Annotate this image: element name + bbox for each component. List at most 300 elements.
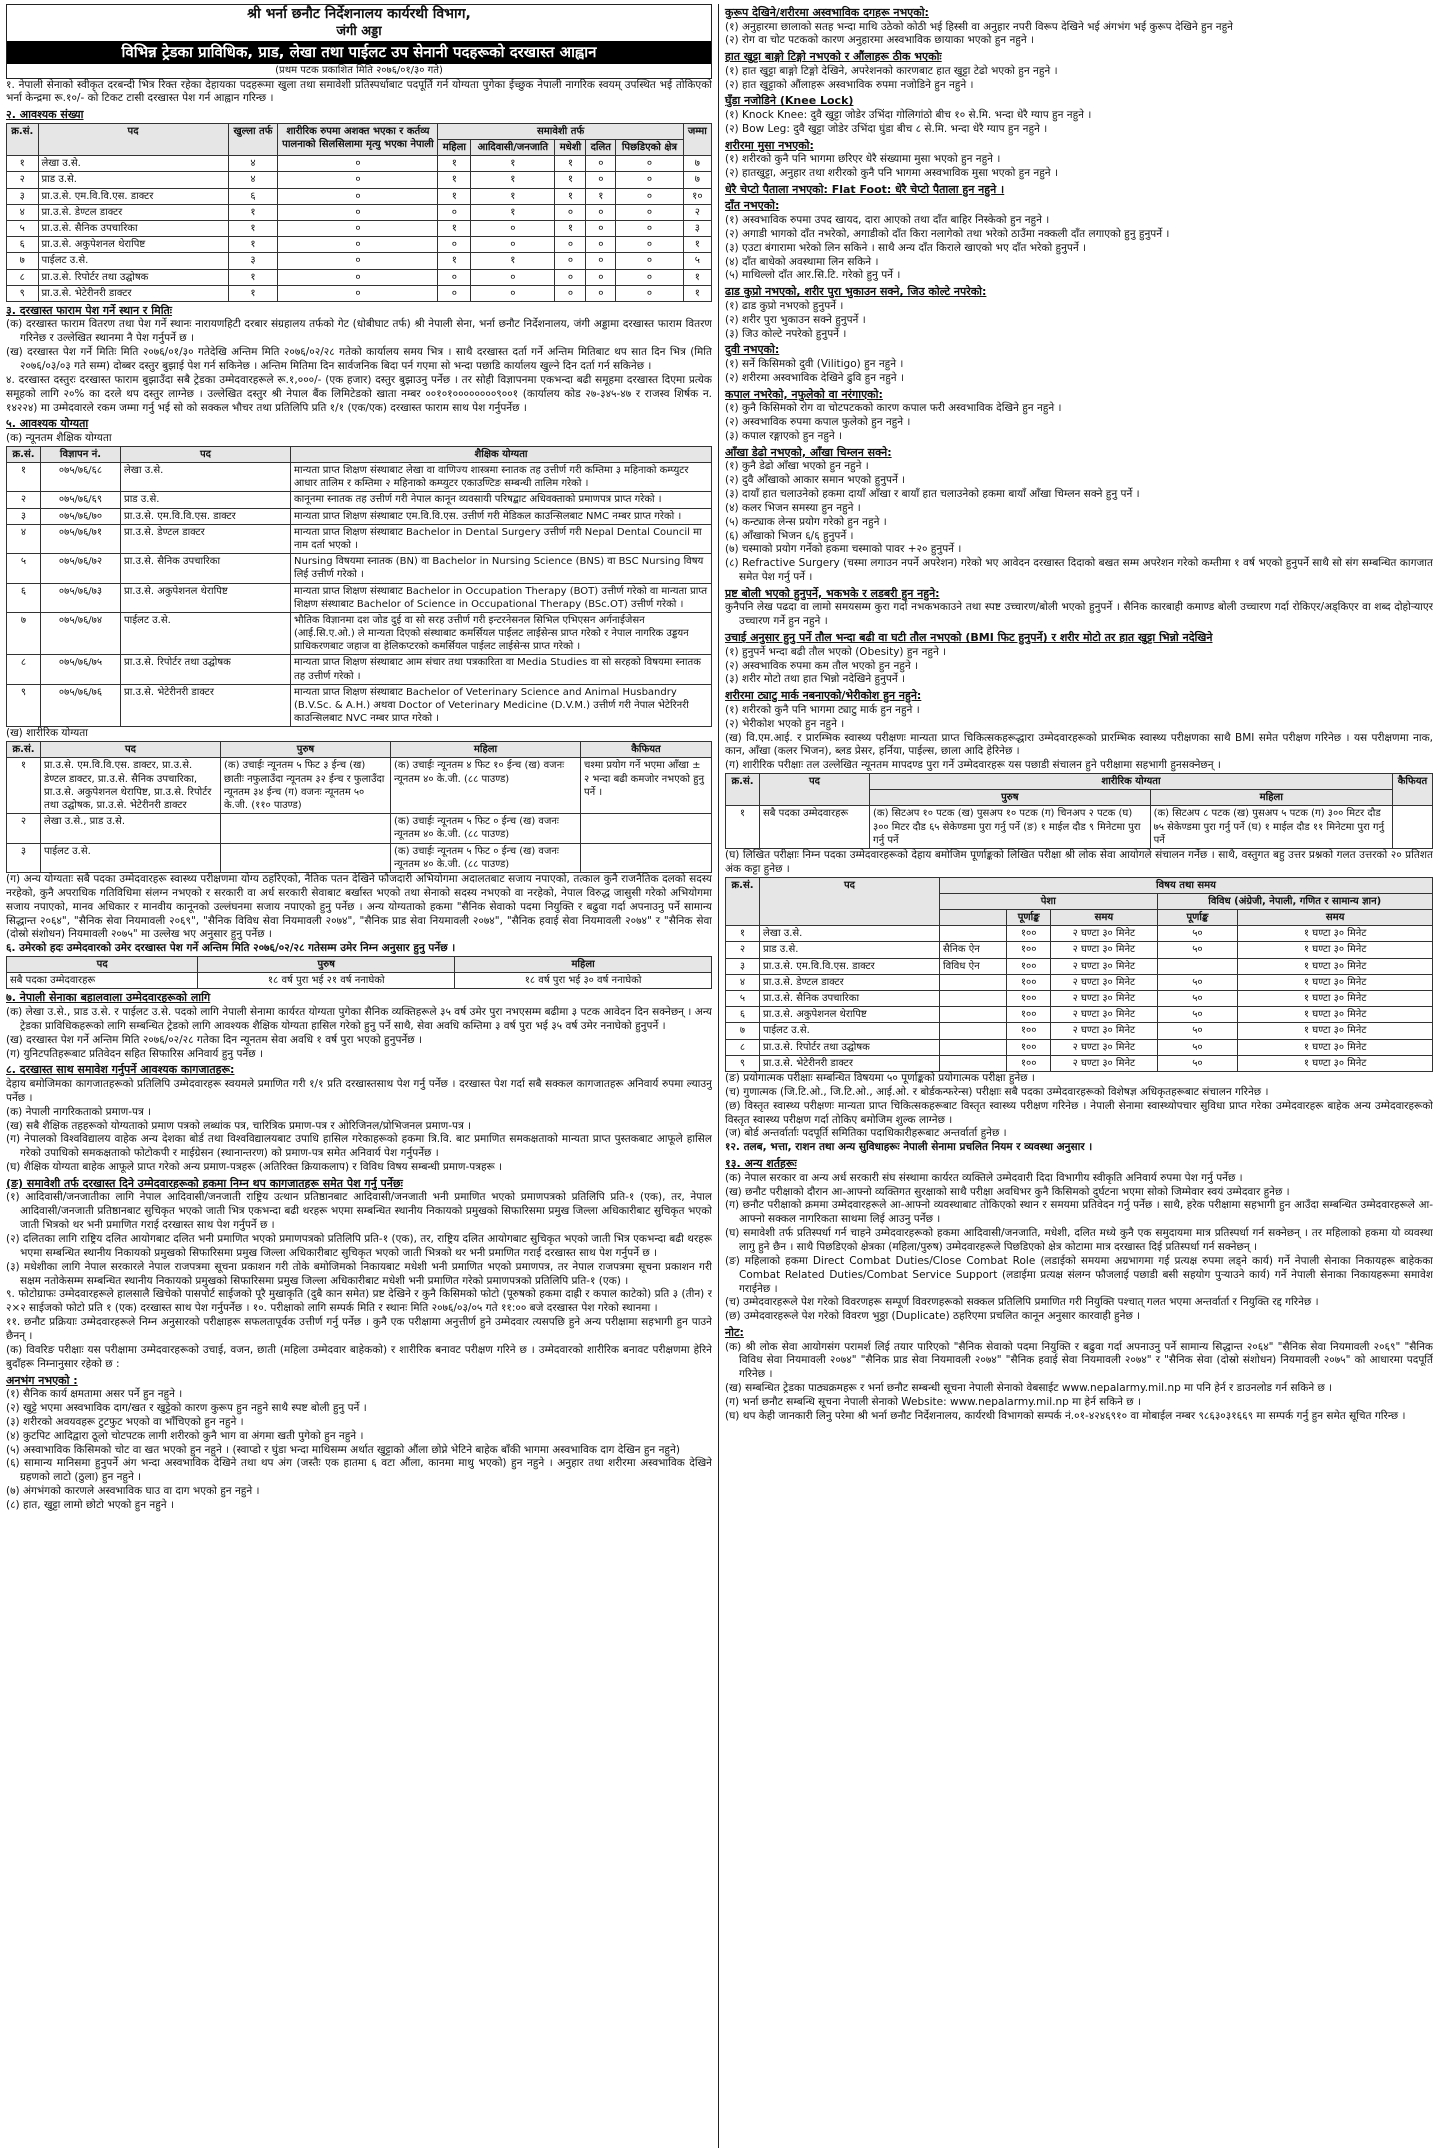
table-row <box>726 1039 1433 1055</box>
list-item: (ख) सम्बन्धित ट्रेडका पाठ्यक्रमहरू र भर्ना छनौट सम्बन्धी सूचना नेपाली सेनाको वेबसाईट www.nepalarmy.mil.np मा पनि हेर्न र डाउनलोड गर्न सकिने छ । <box>725 1382 1333 1395</box>
table-row <box>7 583 712 612</box>
notice-header <box>6 4 712 79</box>
criteria-item: (५) कन्ट्याक लेन्स प्रयोग गरेको हुन नहुने । <box>725 515 887 528</box>
table-row <box>7 684 712 727</box>
bmi-paragraph: (ख) वि.एम.आई. र प्रारम्भिक स्वास्थ्य परीक्षणः मान्यता प्राप्त चिकित्सकहरूद्धारा उम्मेदवारहरूको प्रारम्भिक स्वास्थ्य परीक्षणका साथै BMI समेत परीक्षण गरिनेछ । यस परीक्षणमा नाक, कान, आँखा (कलर भिजन), ब्लड प्रेसर, हर्निया, पाईल्स, छाला आदि हेरिनेछ । <box>725 731 1433 758</box>
table-cell: ५० <box>1157 1039 1238 1055</box>
table-cell: लेखा उ.से. <box>38 156 228 172</box>
s11a-subheading: अनभंग नभएको : <box>6 1373 78 1387</box>
table-cell: ६ <box>726 1007 760 1023</box>
table-cell: लेखा उ.से. <box>121 463 291 492</box>
s5-heading: ५. आवश्यक योग्यता <box>6 417 89 431</box>
table-row <box>7 612 712 655</box>
table-row <box>7 655 712 684</box>
salary-section: १२. तलब, भत्ता, राशन तथा अन्य सुविधाहरूः नेपाली सेनामा प्रचलित नियम र व्यवस्था अनुसार । <box>725 1141 1093 1154</box>
table-cell <box>581 843 712 872</box>
physical-test-table <box>725 773 1433 849</box>
criteria-item: (३) कपाल रङ्गाएको हुन नहुने । <box>725 429 843 442</box>
table-cell: प्रा.उ.से. डेण्टल डाक्टर <box>121 524 291 553</box>
criteria-heading: दुवी नभएको: <box>725 343 780 357</box>
table-cell: (क) उचाईः न्यूनतम ५ फिट ० ईन्च (ख) वजनः न्यूनतम ४० के.जी. (८८ पाउण्ड) <box>391 843 581 872</box>
table-row <box>7 237 712 253</box>
table-cell: २ घण्टा ३० मिनेट <box>1051 1023 1157 1039</box>
table-cell: ५० <box>1157 991 1238 1007</box>
table-cell: प्रा.उ.से. अकुपेशनल थेरापिष्ट <box>38 237 228 253</box>
table-cell: १ घण्टा ३० मिनेट <box>1238 1055 1433 1071</box>
table-cell: ० <box>471 237 555 253</box>
physical-test-paragraph: (ग) शारीरिक परीक्षाः तल उल्लेखित न्यूनतम मापदण्ड पुरा गर्ने उम्मेदवारहरू यस पछाडी संचालन हुने परीक्षामा सहभागी हुनसक्नेछन् । <box>725 759 1221 772</box>
table-cell: मान्यता प्राप्त शिक्षण संस्थाबाट आम संचार तथा पत्रकारिता वा Media Studies वा सो सरहको विषयमा स्नातक तह उत्तीर्ण गरेको । <box>291 655 712 684</box>
criteria-item: (२) भेरीकोश भएको हुन नहुने । <box>725 717 845 730</box>
table-cell: १ <box>586 188 616 204</box>
table-cell: १ <box>726 926 760 942</box>
table-cell: ० <box>616 285 684 301</box>
list-item: (ङ) महिलाको हकमा Direct Combat Duties/Close Combat Role (लडाईको समयमा अग्रभागमा गई प्रत्यक्ष रुपमा लड्ने कार्य) गर्ने नेपाली सेनाका निकायहरू बाहेकका Combat Related Duties/Combat Service Support (लडाईमा प्रत्यक्ष संलग्न फौजलाई पछाडी बसी सहयोग पुर्‍याउने कार्य) गर्ने नेपाली सेनाका निकायहरूमा समावेश गराईनेछ । <box>725 1254 1433 1295</box>
s8-heading: ८. दरखास्त साथ समावेश गर्नुपर्ने आवश्यक कागजातहरू: <box>6 1063 235 1077</box>
table-cell: ३ <box>7 508 41 524</box>
table-cell: १ <box>683 269 711 285</box>
table-cell: Nursing विषयमा स्नातक (BN) वा Bachelor in Nursing Science (BNS) वा BSC Nursing विषय लिई उत्तीर्ण गरेको । <box>291 554 712 583</box>
col-header: पद <box>760 774 870 806</box>
list-item: (२) खुट्टे भएमा अस्वभाविक दाग/खत र खुट्टेको कारण कुरूप हुन नहुने साथै स्पष्ट बोली हुनु पर्ने । <box>6 1402 367 1414</box>
table-cell: १ <box>683 237 711 253</box>
table-cell: प्रा.उ.से. एम.वि.वि.एस. डाक्टर <box>38 188 228 204</box>
criteria-heading: ढाड कुप्रो नभएको, शरीर पुरा भुकाउन सक्ने, जिउ कोल्टे नपरेको: <box>725 285 987 299</box>
table-cell: १ <box>555 156 586 172</box>
s8-intro: देहाय बमोजिमका कागजातहरूको प्रतिलिपि उम्मेदवारहरू स्वयमले प्रमाणित गरी १/१ प्रति दरखास्तसाथ पेश गर्नु पर्नेछ । दरखास्त पेश गर्दा सबै सक्कल कागजातहरू अनिवार्य रुपमा ल्याउनु पर्नेछ । <box>6 1077 712 1104</box>
age-heading: ६. उमेरको हदः उम्मेदवारको उमेर दरखास्त पेश गर्ने अन्तिम मिति २०७६/०२/२८ गतेसम्म उमेर निम्न अनुसार हुनु पर्नेछ । <box>6 942 456 955</box>
table-cell: ९ <box>726 1055 760 1071</box>
list-item: (१) आदिवासी/जनजातीका लागि नेपाल आदिवासी/जनजाती राष्ट्रिय उत्थान प्रतिष्ठानबाट आदिवासी/जनजाती भनी प्रमाणित भएको प्रमाणपत्रको प्रतिलिपि प्रति-१ (एक), तर, नेपाल आदिवासी/जनजाती प्रतिष्ठानबाट सुचिकृत भएको जाती भित्र एकभन्दा बढी थरहरू भएमा सम्बन्धित स्थानीय निकायको प्रमुखको सिफारिसमा प्रमुख जिल्ला अधिकारीबाट सुचिकृत भएको जाती भित्रको थर भनी प्रमाणित गराई दरखास्त साथ पेश गर्नुपर्ने छ । <box>6 1191 712 1232</box>
table-cell: ० <box>616 172 684 188</box>
criteria-item: (२) Bow Leg: दुवै खुट्टा जोडेर उभिंदा घुंडा बीच ८ से.मि. भन्दा धेरै ग्याप हुन नहुने । <box>725 122 1048 135</box>
col-header: खुल्ला तर्फ <box>228 123 278 155</box>
table-cell: प्रा.उ.से. सैनिक उपचारिका <box>121 554 291 583</box>
table-cell <box>221 843 391 872</box>
table-cell: ६ <box>7 583 41 612</box>
table-cell: २ घण्टा ३० मिनेट <box>1051 926 1157 942</box>
list-item: (घ) शैक्षिक योग्यता बाहेक आफूले प्राप्त गरेको अन्य प्रमाण-पत्रहरू (अतिरिक्त क्रियाकलाप) र विविध विषय सम्बन्धी प्रमाण-पत्रहरू । <box>6 1161 503 1174</box>
table-cell: २ <box>683 204 711 220</box>
table-cell: १ घण्टा ३० मिनेट <box>1238 958 1433 974</box>
table-cell: १०० <box>1007 1055 1051 1071</box>
qualification-table-body <box>7 463 712 727</box>
table-cell: ५० <box>1157 1055 1238 1071</box>
table-row <box>726 1007 1433 1023</box>
criteria-item: (१) हुनुपर्ने भन्दा बढी तौल भएको (Obesity) हुन नहुने । <box>725 645 947 658</box>
table-cell <box>940 926 1007 942</box>
table-cell: ० <box>438 204 471 220</box>
table-cell: १ <box>438 253 471 269</box>
criteria-item: (२) अस्वभाविक रुपमा कम तौल भएको हुन नहुने । <box>725 659 919 672</box>
table-cell: २ <box>726 942 760 958</box>
table-cell: भौतिक विज्ञानमा दश जोड दुई वा सो सरह उत्तीर्ण गरी इन्टरनेसनल सिभिल एभिएसन अर्गनाईजेसन (आई.सि.ए.ओ.) ले मान्यता दिएको संस्थाबाट कमर्सियल पाईलट लाईसेन्स प्राप्त गरेको र नेपाल नागरिक उड्डयन प्राधिकरणबाट जहाज वा हेलिकप्टरको कमर्सियल पाईलट लाईसेन्स प्राप्त गरेको । <box>291 612 712 655</box>
col-header: आदिवासी/जनजाति <box>471 140 555 156</box>
table-cell: पाईलट उ.से. <box>41 843 221 872</box>
table-cell: १ <box>228 204 278 220</box>
col-header: क्र.सं. <box>726 774 760 806</box>
table-row <box>7 285 712 301</box>
table-row <box>7 220 712 236</box>
table-row <box>726 926 1433 942</box>
table-cell: १०० <box>1007 1007 1051 1023</box>
table-cell <box>221 814 391 843</box>
s8-sub-list <box>6 1191 712 1288</box>
s8-list <box>6 1106 712 1175</box>
table-cell: ३ <box>726 958 760 974</box>
table-row <box>726 1055 1433 1071</box>
table-cell: ३ <box>7 188 39 204</box>
table-cell: ४ <box>228 156 278 172</box>
table-cell: ५ <box>726 991 760 1007</box>
criteria-item: (६) आँखाको भिजन ६/६ हुनुपर्ने । <box>725 529 854 542</box>
table-cell: प्रा.उ.से. रिपोर्टर तथा उद्घोषक <box>121 655 291 684</box>
header-line-2: जंगी अड्डा <box>336 24 382 40</box>
table-cell: ० <box>555 237 586 253</box>
table-cell: ५० <box>1157 942 1238 958</box>
list-item: (घ) समावेशी तर्फ प्रतिस्पर्धा गर्न चाहने उम्मेदवारहरूको हकमा आदिवासी/जनजाति, मधेशी, दलित मध्ये कुनै एक समुदायमा मात्र प्रतिस्पर्धा गर्न सक्नेछन् । तर महिलाको हकमा यो व्यवस्था लागु हुने छैन । साथै पिछडिएको क्षेत्रका (महिला/पुरुष) उम्मेदवारहरूले पिछडिएको क्षेत्र कोटामा मात्र दरखास्त दिई प्रतिस्पर्धा गर्न सक्नेछन् । <box>725 1227 1433 1253</box>
table-cell: ० <box>471 285 555 301</box>
table-row <box>7 973 712 989</box>
criteria-item: (१) शरीरको कुनै पनि भागमा ट्याटु मार्क हुन नहुने । <box>725 703 920 716</box>
detailed-health-exam: (छ) विस्तृत स्वास्थ्य परीक्षणः मान्यता प्राप्त चिकित्सकहरूबाट विस्तृत स्वास्थ्य परीक्षण गरिनेछ । नेपाली सेनामा स्वास्थ्योपचार सुविधा प्राप्त गरेका उम्मेदवारहरू बाहेक अन्य उम्मेदवारहरूको विस्तृत स्वास्थ्य परीक्षण गर्दा तोकिए बमोजिम शुल्क लाग्नेछ । <box>725 1099 1433 1126</box>
table-cell: १ <box>7 463 41 492</box>
criteria-heading: दाँत नभएको: <box>725 199 780 213</box>
criteria-heading: उचाई अनुसार हुनु पर्ने तौल भन्दा बढी वा घटी तौल नभएको (BMI फिट हुनुपर्ने) र शरीर मोटो तर हात खुट्टा भिन्नो नदेखिने <box>725 631 1213 645</box>
col-header: शारीरिक योग्यता <box>870 774 1393 790</box>
group-header: समावेशी तर्फ <box>438 123 683 139</box>
table-cell: ० <box>278 269 438 285</box>
col-header: क्र.सं. <box>7 742 41 758</box>
table-cell: १ <box>7 156 39 172</box>
table-cell: ६ <box>228 188 278 204</box>
table-cell: १ <box>471 156 555 172</box>
table-row <box>7 172 712 188</box>
table-cell: ० <box>586 237 616 253</box>
criteria-heading: घुँडा नजोडिने (Knee Lock) <box>725 94 854 108</box>
list-item: (२) दलितका लागि राष्ट्रिय दलित आयोगबाट दलित भनी प्रमाणित भएको प्रमाणपत्रको प्रतिलिपि प्रति-१ (एक), तर, राष्ट्रिय दलित आयोगबाट सुचिकृत भएको जाती भित्र एकभन्दा बढी थरहरू भएमा सम्बन्धित स्थानीय निकायको प्रमुखको सिफारिसमा प्रमुख जिल्ला अधिकारीबाट सुचिकृत भएको जाती भित्रको थर भनी प्रमाणित गराई दरखास्त साथ पेश गर्नुपर्ने छ । <box>6 1233 712 1259</box>
criteria-item: (८) Refractive Surgery (चस्मा लगाउन नपर्ने अपरेशन) गरेको भए आवेदन दरखास्त दिदाको बखत सम्म अपरेशन गरेको कम्तीमा १ वर्ष भएको हुनुपर्ने साथै सो संग सम्बन्धित कागजात समेत पेश गर्नु पर्ने । <box>725 557 1433 584</box>
criteria-item: (७) चस्माको प्रयोग गर्नेको हकमा चस्माको पावर +२० हुनुपर्ने । <box>725 543 962 556</box>
table-cell: २ <box>7 814 41 843</box>
table-cell: प्रा.उ.से. एम.वि.वि.एस. डाक्टर, प्रा.उ.से. डेण्टल डाक्टर, प्रा.उ.से. सैनिक उपचारिका, प्रा.उ.से. अकुपेशनल थेरापिष्ट, प्रा.उ.से. रिपोर्टर तथा उद्घोषक, प्रा.उ.से. भेटेरीनरी डाक्टर <box>41 758 221 814</box>
criteria-heading: शरीरमा ट्याटु मार्क नबनाएको/भेरीकोश हुन नहुने: <box>725 689 922 703</box>
table-cell: ०७५/७६/७२ <box>41 554 121 583</box>
table-cell: ८ <box>7 655 41 684</box>
table-cell: पाईलट उ.से. <box>38 253 228 269</box>
table-cell <box>940 1007 1007 1023</box>
table-cell: ० <box>278 172 438 188</box>
table-cell <box>1393 806 1433 849</box>
list-item: (८) हात, खुट्टा लामो छोटो भएको हुन नहुने । <box>6 1499 174 1512</box>
table-cell: ० <box>616 253 684 269</box>
list-item: (च) उम्मेदवारहरूले पेश गरेको विवरणहरू सम्पूर्ण विवरणहरूको सक्कल प्रतिलिपि प्रमाणित गरी नियुक्ति पश्चात् गलत भएमा अन्तर्वार्ता र नियुक्ति रद्द गरिनेछ । <box>725 1296 1319 1309</box>
seats-table <box>6 123 712 302</box>
physical-subheading: (ख) शारीरिक योग्यता <box>6 727 88 740</box>
table-cell: प्रा.उ.से. अकुपेशनल थेरापिष्ट <box>760 1007 940 1023</box>
header-line-1: श्री भर्ना छनौट निर्देशनालय कार्यरथी विभाग, <box>247 6 471 22</box>
col-header: पद <box>41 742 221 758</box>
col-header: समय <box>1051 910 1157 926</box>
table-cell: १ <box>228 285 278 301</box>
criteria-item: (२) अस्वभाविक रुपमा कपाल फुलेको हुन नहुने । <box>725 415 911 428</box>
criteria-item: (१) हात खुट्टा बाङ्गो टिङ्गो देखिने, अपरेशनको कारणबाट हात खुट्टा टेढो भएको हुन नहुने । <box>725 64 1058 77</box>
table-cell: १०० <box>1007 1039 1051 1055</box>
table-cell: ० <box>555 204 586 220</box>
table-cell: १ घण्टा ३० मिनेट <box>1238 942 1433 958</box>
table-cell: ० <box>278 204 438 220</box>
table-cell <box>940 1023 1007 1039</box>
table-cell: १०० <box>1007 958 1051 974</box>
table-cell: ३ <box>683 220 711 236</box>
table-row <box>7 156 712 172</box>
table-cell: (क) उचाईः न्यूनतम ५ फिट ३ ईन्च (ख) छातीः नफुलाउँदा न्यूनतम ३२ ईन्च र फुलाउँदा न्यूनतम ३४ ईन्च (ग) वजनः न्यूनतम ५० के.जी. (११० पाउण्ड) <box>221 758 391 814</box>
s4-paragraph: ४. दरखास्त दस्तुरः दरखास्त फाराम बुझाउँदा सबै ट्रेडका उम्मेदवारहरूले रू.१,०००/- (एक हजार) दस्तुर बुझाउनु पर्नेछ । तर सोही विज्ञापनमा एकभन्दा बढी समूहमा दरखास्त दिएमा प्रत्येक समूहको लागि २०% का दरले थप दस्तुर लाग्नेछ । उल्लेखित दस्तुर श्री नेपाल बैंक लिमिटेडको खाता नम्बर ००१०१००००००००९००१ (कार्यालय कोड २७-३४५-४७ र राजस्व शिर्षक न. १४२२४) मा उम्मेदवारले रकम जम्मा गर्नु भई सो को सक्कल भौचर तथा प्रतिलिपि प्रति १/१ (एक/एक) दरखास्त फाराम साथ पेश गर्नुपर्नेछ । <box>6 373 712 414</box>
table-cell: १०० <box>1007 1023 1051 1039</box>
table-row <box>726 974 1433 990</box>
col-header: क्र.सं. <box>7 446 41 462</box>
table-cell: ८ <box>7 269 39 285</box>
col-header: पूर्णाङ्क <box>1157 910 1238 926</box>
table-cell: मान्यता प्राप्त शिक्षण संस्थाबाट लेखा वा वाणिज्य शास्त्रमा स्नातक तह उत्तीर्ण गरी कम्तिमा ३ महिनाको कम्प्युटर आधार तालिम र कम्तिमा २ महिनाको कम्प्युटर एकाउण्टिङ सम्बन्धी तालिम गरेको । <box>291 463 712 492</box>
table-row <box>7 508 712 524</box>
table-cell: प्रा.उ.से. डेण्टल डाक्टर <box>38 204 228 220</box>
table-cell: ० <box>471 220 555 236</box>
list-item: (ख) छनौट परीक्षाको दौरान आ-आफ्नो व्यक्तिगत सुरक्षाको साथै परीक्षा अवधिभर कुनै किसिमको दुर्घटना भएमा सोको जिम्मेवार स्वयं उम्मेदवार हुनेछ । <box>725 1185 1290 1198</box>
table-cell: लेखा उ.से. <box>760 926 940 942</box>
table-cell: १ घण्टा ३० मिनेट <box>1238 1023 1433 1039</box>
table-cell: १ <box>555 220 586 236</box>
table-cell: सैनिक ऐन <box>940 942 1007 958</box>
criteria-item: (१) ढाड कुप्रो नभएको हुनुपर्ने । <box>725 299 844 312</box>
table-cell: प्राड उ.से. <box>121 492 291 508</box>
table-cell: ० <box>438 237 471 253</box>
table-cell: २ घण्टा ३० मिनेट <box>1051 1055 1157 1071</box>
table-cell: सबै पदका उम्मेदवारहरू <box>760 806 870 849</box>
table-cell: ० <box>586 220 616 236</box>
table-cell: १ घण्टा ३० मिनेट <box>1238 974 1433 990</box>
table-cell: ५ <box>683 253 711 269</box>
table-cell: १ घण्टा ३० मिनेट <box>1238 1007 1433 1023</box>
table-cell: ० <box>586 269 616 285</box>
table-row <box>7 843 712 872</box>
left-column <box>6 4 712 2148</box>
table-cell: ० <box>278 237 438 253</box>
table-cell: ० <box>616 220 684 236</box>
col-header: दलित <box>586 140 616 156</box>
table-cell: ० <box>438 285 471 301</box>
table-row <box>7 463 712 492</box>
table-row <box>7 204 712 220</box>
table-cell: प्राड उ.से. <box>38 172 228 188</box>
s8-subheading: (ङ) समावेशी तर्फ दरखास्त दिने उम्मेदवारहरूको हकमा निम्न थप कागजातहरू समेत पेश गर्नु पर्नेछः <box>6 1176 403 1190</box>
criteria-heading: आँखा डेढो नभएको, आँखा चिम्लन सक्ने: <box>725 445 892 459</box>
note-heading: नोट: <box>725 1326 744 1340</box>
table-cell: ०७५/७६/६८ <box>41 463 121 492</box>
criteria-item: (३) एउटा बंगारामा भरेको लिन सकिने । साथै अन्य दाँत किराले खाएको भए दाँत भरेको हुनुपर्ने । <box>725 241 1087 254</box>
table-cell: ४ <box>726 974 760 990</box>
table-cell: २ <box>7 172 39 188</box>
table-cell: ०७५/७६/७० <box>41 508 121 524</box>
table-cell: ० <box>555 253 586 269</box>
table-cell: १ <box>555 188 586 204</box>
other-qualification: (ग) अन्य योग्यताः सबै पदका उम्मेदवारहरू स्वास्थ्य परीक्षणमा योग्य ठहरिएको, नैतिक पतन देखिने फौजदारी अभियोगमा अदालतबाट सजाय नपाएको, तत्काल कुनै राजनैतिक दलको सदस्य नरहेको, कुनै अपराधिक गतिविधिमा संलग्न नभएको र सरकारी वा अर्ध सरकारी सेवाबाट बर्खास्त भएको तथा सेनाको सदस्य नभएको वा नरहेको, नेपाल विरुद्ध जासुसी गरेको अभियोगमा सजाय नपाएको, मानव अधिकार र मानवीय कानूनको उल्लंघनमा सजाय नपाएको हुनु पर्नेछ । अन्य योग्यताको हकमा "सैनिक सेवाको पदमा नियुक्ति र बढुवा गर्दा अपनाउनु पर्ने सामान्य सिद्धान्त २०६४", "सैनिक सेवा नियमावली २०६९", "सैनिक विविध सेवा नियमावली २०७४", "सैनिक प्राड सेवा नियमावली २०७४", "सैनिक हवाई सेवा नियमावली २०७४" र "सैनिक सेवा (दोस्रो संशोधन) नियमावली २०७५" मा उल्लेख भए अनुसार हुनु पर्नेछ । <box>6 872 712 941</box>
table-cell: १ <box>438 156 471 172</box>
table-cell: २ घण्टा ३० मिनेट <box>1051 942 1157 958</box>
table-cell: ० <box>438 269 471 285</box>
practical-exam: (ङ) प्रयोगात्मक परीक्षाः सम्बन्धित विषयमा ५० पूर्णाङ्कको प्रयोगात्मक परीक्षा हुनेछ । <box>725 1071 1035 1084</box>
table-cell: १ <box>471 253 555 269</box>
table-cell: ० <box>278 220 438 236</box>
table-cell: ५० <box>1157 1007 1238 1023</box>
criteria-item: (१) Knock Knee: दुवै खुट्टा जोडेर उभिंदा गोलिगांठो बीच १० से.मि. भन्दा धेरै ग्याप हुन नहुने । <box>725 108 1092 121</box>
criteria-item: कुनैपनि लेख पढदा वा लामो समयसम्म कुरा गर्दा नभकभकाउने तथा स्पष्ट उच्चारण/बोली भएको हुनुपर्ने । सैनिक कारबाही कमाण्ड बोली उच्चारण गर्दा रोकिएर/अड्किएर वा शब्द दोहोर्‍याएर उच्चारण गर्ने हुन नहुने । <box>725 601 1433 628</box>
list-item: (ख) दरखास्त पेश गर्ने अन्तिम मिति २०७६/०२/२८ गतेका दिन न्यूनतम सेवा अवधि १ वर्ष पुरा भएको हुनुपर्नेछ । <box>6 1033 422 1046</box>
list-item: (छ) उम्मेदवारहरूले पेश गरेको विवरण भुठ्ठा (Duplicate) ठहरिएमा प्रचलित कानून अनुसार कारवाही हुनेछ । <box>725 1310 1141 1323</box>
list-item: (ग) युनिटपतिहरूबाट प्रतिवेदन सहित सिफारिस अनिवार्य हुनु पर्नेछ । <box>6 1047 263 1060</box>
list-item: (३) मधेशीका लागि नेपाल सरकारले नेपाल राजपत्रमा सूचना प्रकाशन गरी तोके बमोजिमको निकायबाट मधेशी भनी प्रमाणित भएको प्रमाणपत्र, तर नेपाल राजपत्रमा सूचना प्रकाशन गरी सक्षम नतोकेसम्म सम्बन्धित स्थानीय निकायको प्रमुखको सिफारिसमा प्रमुख जिल्ला अधिकारीबाट मधेशी भनी प्रमाणित गरेको प्रमाणपत्रको प्रतिलिपि प्रति-१ (एक) । <box>6 1260 712 1287</box>
appearance-criteria <box>725 6 1433 732</box>
table-cell: ० <box>555 269 586 285</box>
col-header: कैफियत <box>1393 774 1433 806</box>
right-column <box>718 4 1433 2148</box>
criteria-item: (२) शरीरमा अस्वभाविक देखिने ढुवि हुन नहुने । <box>725 371 904 384</box>
seats-table-body <box>7 156 712 302</box>
criteria-item: (१) अस्वभाविक रुपमा उपद खायद, दारा आएको तथा दाँत बाहिर निस्केको हुन नहुने । <box>725 213 1050 226</box>
col-header: पद <box>7 957 198 973</box>
table-row <box>726 806 1433 849</box>
s3-heading: ३. दरखास्त फाराम पेश गर्ने स्थान र मितिः <box>6 303 173 317</box>
col-header: पुरुष <box>870 790 1151 806</box>
table-cell: १ <box>228 220 278 236</box>
s11a-paragraph: (क) विवरिङ परीक्षाः यस परीक्षामा उम्मेदवारहरूको उचाई, वजन, छाती (महिला उम्मेदवार बाहेकको) र शारीरिक बनावट परीक्षण गरिने छ । उम्मेदवारको शारीरिक बनावट परीक्षणमा हेरिने बुदाँहरू निम्नानुसार रहेको छ : <box>6 1343 712 1370</box>
table-cell: १८ वर्ष पुरा भई २१ वर्ष ननाघेको <box>198 973 455 989</box>
col-header: शैक्षिक योग्यता <box>291 446 712 462</box>
col-header: शारीरिक रुपमा अशक्त भएका र कर्तव्य पालनाको सिलसिलामा मृत्यु भएका नेपाली <box>278 123 438 155</box>
table-cell: ७ <box>726 1023 760 1039</box>
s11a-list <box>6 1388 712 1513</box>
table-cell: १ <box>438 188 471 204</box>
table-cell: प्राड उ.से. <box>760 942 940 958</box>
table-row <box>7 269 712 285</box>
list-item: (६) सामान्य मानिसमा हुनुपर्ने अंग भन्दा अस्वभाविक देखिने तथा थप अंग (जस्तैः एक हातमा ६ वटा औंला, कानमा माथु भएको) हुन नहुने । अनुहार तथा शरीरमा अस्वभाविक देखिने ग्रहणको लाटो (ठुला) हुन नहुने । <box>6 1457 712 1484</box>
s11-paragraph: ११. छनौट प्रक्रियाः उम्मेदवारहरूले निम्न अनुसारको परीक्षाहरू सफलतापूर्वक उत्तीर्ण गर्नु पर्नेछ । कुनै एक परीक्षामा अनुत्तीर्ण हुने उम्मेदवार त्यसपछि हुने अन्य परीक्षामा सहभागी हुन पाउने छैनन् । <box>6 1316 712 1343</box>
col-header: पुरुष <box>198 957 455 973</box>
table-cell: लेखा उ.से., प्राड उ.से. <box>41 814 221 843</box>
table-cell: (क) सिटअप ८ पटक (ख) पुसअप ५ पटक (ग) ३०० मिटर दौड ७५ सेकेण्डमा पुरा गर्नु पर्ने (घ) १ माईल दौड ११ मिनेटमा पुरा गर्नु पर्ने <box>1150 806 1392 849</box>
list-item: (घ) थप केही जानकारी लिनु परेमा श्री भर्ना छनौट निर्देशनालय, कार्यरथी विभागको सम्पर्क नं.०१-४२४६९१० वा मोबाईल नम्बर ९८६३०३१६६९ मा सम्पर्क गर्नु हुन समेत सूचित गरिन्छ । <box>725 1409 1406 1422</box>
col-header: पेशा <box>940 893 1158 909</box>
table-cell: १ <box>228 269 278 285</box>
table-cell <box>940 1055 1007 1071</box>
table-cell <box>940 974 1007 990</box>
s9-paragraph: ९. फोटोग्राफः उम्मेदवारहरूले हालसालै खिचेको पासपोर्ट साईजको पूरै मुखाकृति (दुबै कान समेत) प्रष्ट देखिने र कुनै किसिमको फोटो (पूरुषको हकमा दाह्री र कपाल काटेको) प्रति ३ (तीन) र २×२ साईजको फोटो प्रति १ (एक) दरखास्त साथ पेश गर्नुपर्नेछ । १०. परीक्षाको लागि सम्पर्क मिति र स्थानः मिति २०७६/०३/०५ गते ११:०० बजे दरखास्त पेश गरेको स्थानमा । <box>6 1288 712 1315</box>
s7-heading: ७. नेपाली सेनाका बहालवाला उम्मेदवारहरूको लागि <box>6 991 211 1005</box>
table-cell: १८ वर्ष पुरा भई ३० वर्ष ननाघेको <box>455 973 712 989</box>
col-header: विज्ञापन नं. <box>41 446 121 462</box>
s3-item-a: (क) दरखास्त फाराम वितरण तथा पेश गर्ने स्थानः नारायणहिटी दरबार संग्रहालय तर्फको गेट (धोबीघाट तर्फ) श्री नेपाली सेना, भर्ना छनौट निर्देशनालय, जंगी अड्डामा दरखास्त फाराम वितरण गरिनेछ र उल्लेखित स्थानमा नै पेश गर्नुपर्ने छ । <box>6 318 712 345</box>
table-cell: ० <box>616 269 684 285</box>
table-cell: ० <box>555 285 586 301</box>
table-cell: ० <box>586 156 616 172</box>
table-row <box>7 758 712 814</box>
table-cell: ८ <box>726 1039 760 1055</box>
table-cell: ० <box>586 285 616 301</box>
table-cell: ० <box>616 237 684 253</box>
table-cell: ३ <box>7 843 41 872</box>
table-cell: ० <box>471 269 555 285</box>
criteria-item: (३) जिउ कोल्टे नपरेको हुनुपर्ने । <box>725 327 847 340</box>
table-cell <box>1157 958 1238 974</box>
table-cell: मान्यता प्राप्त शिक्षण संस्थाबाट Bachelor in Occupation Therapy (BOT) उत्तीर्ण गरेको वा मान्यता प्राप्त शिक्षण संस्थाबाट Bachelor of Science in Occupational Therapy (BSc.OT) उत्तीर्ण गरेको । <box>291 583 712 612</box>
table-cell: मान्यता प्राप्त शिक्षण संस्थाबाट Bachelor in Dental Surgery उत्तीर्ण गरी Nepal Dental Council मा नाम दर्ता भएको । <box>291 524 712 553</box>
table-cell: प्रा.उ.से. डेण्टल डाक्टर <box>760 974 940 990</box>
table-cell: ७ <box>7 612 41 655</box>
table-row <box>726 958 1433 974</box>
table-cell: ५० <box>1157 974 1238 990</box>
table-cell: पाईलट उ.से. <box>760 1023 940 1039</box>
col-header: महिला <box>391 742 581 758</box>
col-header: मधेशी <box>555 140 586 156</box>
table-cell: १ घण्टा ३० मिनेट <box>1238 926 1433 942</box>
table-cell: ६ <box>7 237 39 253</box>
table-cell: २ <box>7 492 41 508</box>
table-cell: १ <box>471 204 555 220</box>
col-header: पुरुष <box>221 742 391 758</box>
table-cell: प्रा.उ.से. रिपोर्टर तथा उद्घोषक <box>760 1039 940 1055</box>
table-cell: ० <box>586 253 616 269</box>
criteria-heading: प्रष्ट बोली भएको हुनुपर्ने, भकभके र लडबरी हुन नहुने: <box>725 586 940 600</box>
table-cell: ० <box>278 285 438 301</box>
age-table <box>6 956 712 989</box>
col-header: महिला <box>438 140 471 156</box>
written-exam-table <box>725 877 1433 1072</box>
list-item: (ग) छनौट परीक्षाको क्रममा उम्मेदवारहरूले आ-आफ्नो व्यवस्थाबाट तोकिएको स्थान र समयमा प्रतिवेदन गर्नु पर्नेछ । साथै, हरेक परीक्षामा सहभागी हुन आउँदा सम्बन्धित उम्मेदवारहरूले आ-आफ्नो सक्कल नागरिकता साथमा लिई आउनु पर्नेछ । <box>725 1199 1433 1226</box>
list-item: (ख) सबै शैक्षिक तहहरूको योग्यताको प्रमाण पत्रको लब्धांक पत्र, चारित्रिक प्रमाण-पत्र र ओरिजिनल/प्रोभिजनल प्रमाण-पत्र । <box>6 1119 472 1132</box>
table-cell: (क) उचाईः न्यूनतम ४ फिट १० ईन्च (ख) वजनः न्यूनतम ४० के.जी. (८८ पाउण्ड) <box>391 758 581 814</box>
col-header: महिला <box>455 957 712 973</box>
criteria-item: (१) कुनै डेढो आँखा भएको हुन नहुने । <box>725 460 869 473</box>
table-cell: प्रा.उ.से. सैनिक उपचारिका <box>38 220 228 236</box>
col-header: पद <box>38 123 228 155</box>
list-item: (७) अंगभंगको कारणले अस्वभाविक घाउ वा दाग भएको हुन नहुने । <box>6 1485 260 1498</box>
list-item: (३) शरीरको अवयवहरू टुटफुट भएको वा भाँचिएको हुन नहुने । <box>6 1415 244 1428</box>
table-cell: ३ <box>228 253 278 269</box>
table-cell: ० <box>278 188 438 204</box>
table-cell: मान्यता प्राप्त शिक्षण संस्थाबाट एम.वि.वि.एस. उत्तीर्ण गरी मेडिकल काउन्सिलबाट NMC नम्बर प्राप्त गरेको । <box>291 508 712 524</box>
other-conditions-list <box>725 1172 1433 1324</box>
criteria-item: (२) हातखुट्टा, अनुहार तथा शरीरको कुनै पनि भागमा अस्वभाविक मुसा भएको हुन नहुने । <box>725 167 1058 180</box>
notice-page <box>6 4 1433 2148</box>
col-header: जम्मा <box>683 123 711 155</box>
table-cell: ७ <box>683 172 711 188</box>
table-cell: सबै पदका उम्मेदवारहरू <box>7 973 198 989</box>
table-cell: चश्मा प्रयोग गर्ने भएमा आँखा ± २ भन्दा बढी कमजोर नभएको हुनु पर्ने । <box>581 758 712 814</box>
col-header: विषय तथा समय <box>940 877 1433 893</box>
list-item: (१) सैनिक कार्य क्षमतामा असर पर्ने हुन नहुने । <box>6 1388 183 1401</box>
table-cell: ० <box>586 204 616 220</box>
criteria-item: (४) कलर भिजन समस्या हुन नहुने । <box>725 501 861 514</box>
table-cell: ० <box>278 253 438 269</box>
table-cell <box>940 991 1007 1007</box>
table-cell: प्रा.उ.से. अकुपेशनल थेरापिष्ट <box>121 583 291 612</box>
table-cell <box>940 1039 1007 1055</box>
table-cell: ०७५/७६/७५ <box>41 655 121 684</box>
col-header: पूर्णाङ्क <box>1007 910 1051 926</box>
table-cell: २ घण्टा ३० मिनेट <box>1051 958 1157 974</box>
qualification-table <box>6 446 712 728</box>
table-cell: ७ <box>7 253 39 269</box>
